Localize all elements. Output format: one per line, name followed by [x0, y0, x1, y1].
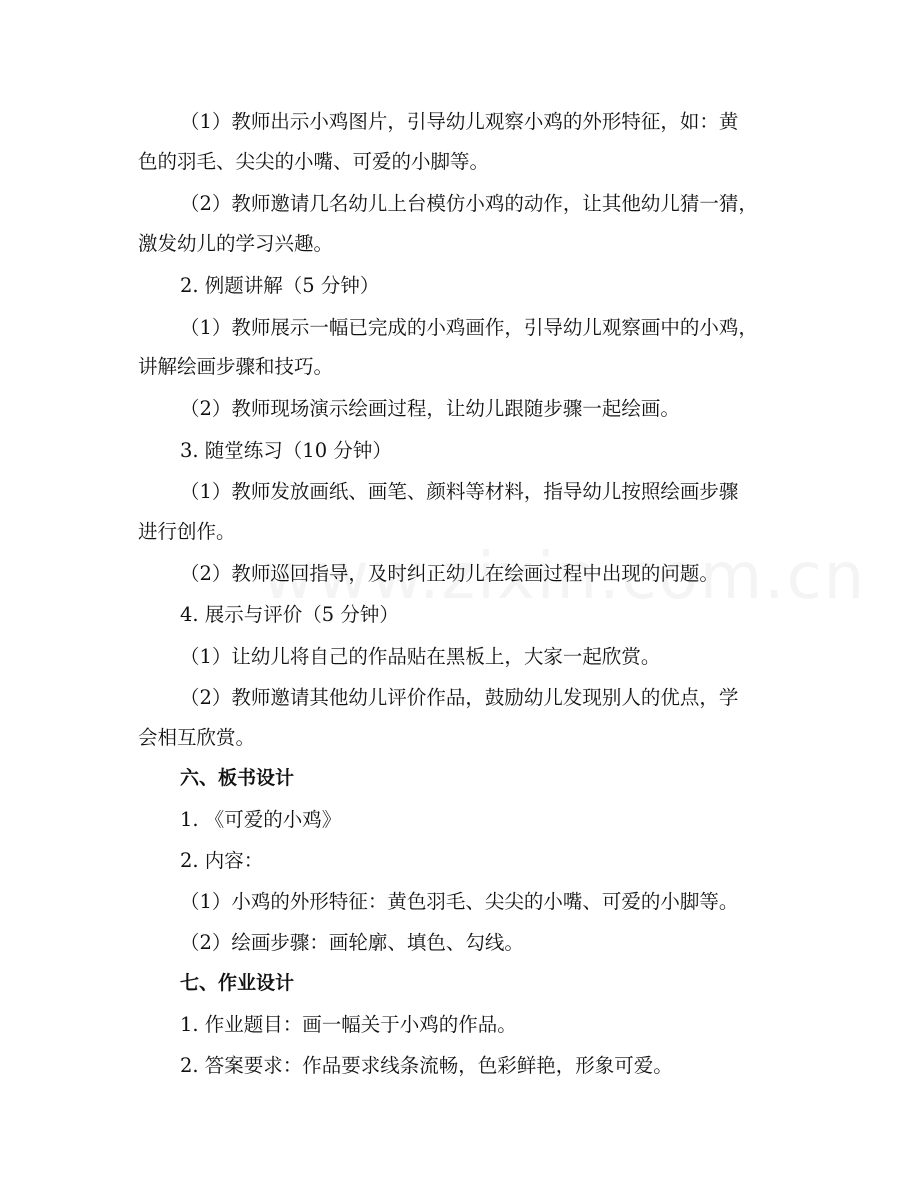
paragraph-line: （2）教师现场演示绘画过程，让幼儿跟随步骤一起绘画。 — [180, 397, 680, 420]
paragraph-line: 会相互欣赏。 — [138, 726, 256, 749]
paragraph-line: （1）教师展示一幅已完成的小鸡画作，引导幼儿观察画中的小鸡， — [180, 316, 758, 339]
paragraph-line: 1. 《可爱的小鸡》 — [180, 808, 342, 831]
paragraph-line: 讲解绘画步骤和技巧。 — [138, 355, 334, 378]
paragraph-line: （2）教师邀请几名幼儿上台模仿小鸡的动作，让其他幼儿猜一猜， — [180, 192, 758, 215]
paragraph-line: 4. 展示与评价（5 分钟） — [180, 603, 399, 626]
paragraph-line: （2）教师邀请其他幼儿评价作品，鼓励幼儿发现别人的优点，学 — [180, 686, 739, 709]
paragraph-line: 进行创作。 — [138, 520, 236, 543]
paragraph-line: （1）小鸡的外形特征：黄色羽毛、尖尖的小嘴、可爱的小脚等。 — [180, 890, 739, 913]
paragraph-line: 激发幼儿的学习兴趣。 — [138, 232, 334, 255]
paragraph-line: （1）教师发放画纸、画笔、颜料等材料，指导幼儿按照绘画步骤 — [180, 480, 739, 503]
paragraph-line: 色的羽毛、尖尖的小嘴、可爱的小脚等。 — [138, 150, 490, 173]
paragraph-line: （1）让幼儿将自己的作品贴在黑板上，大家一起欣赏。 — [180, 645, 661, 668]
paragraph-line: （1）教师出示小鸡图片，引导幼儿观察小鸡的外形特征，如：黄 — [180, 110, 739, 133]
paragraph-line: 2. 内容： — [180, 849, 264, 872]
paragraph-line: 2. 例题讲解（5 分钟） — [180, 274, 380, 297]
paragraph-line: 3. 随堂练习（10 分钟） — [180, 439, 392, 462]
paragraph-line: （2）教师巡回指导，及时纠正幼儿在绘画过程中出现的问题。 — [180, 562, 719, 585]
section-heading: 六、板书设计 — [180, 767, 295, 789]
paragraph-line: 1. 作业题目：画一幅关于小鸡的作品。 — [180, 1013, 517, 1036]
paragraph-line: （2）绘画步骤：画轮廓、填色、勾线。 — [180, 931, 524, 954]
paragraph-line: 2. 答案要求：作品要求线条流畅，色彩鲜艳，形象可爱。 — [180, 1054, 673, 1077]
section-heading: 七、作业设计 — [180, 972, 295, 994]
